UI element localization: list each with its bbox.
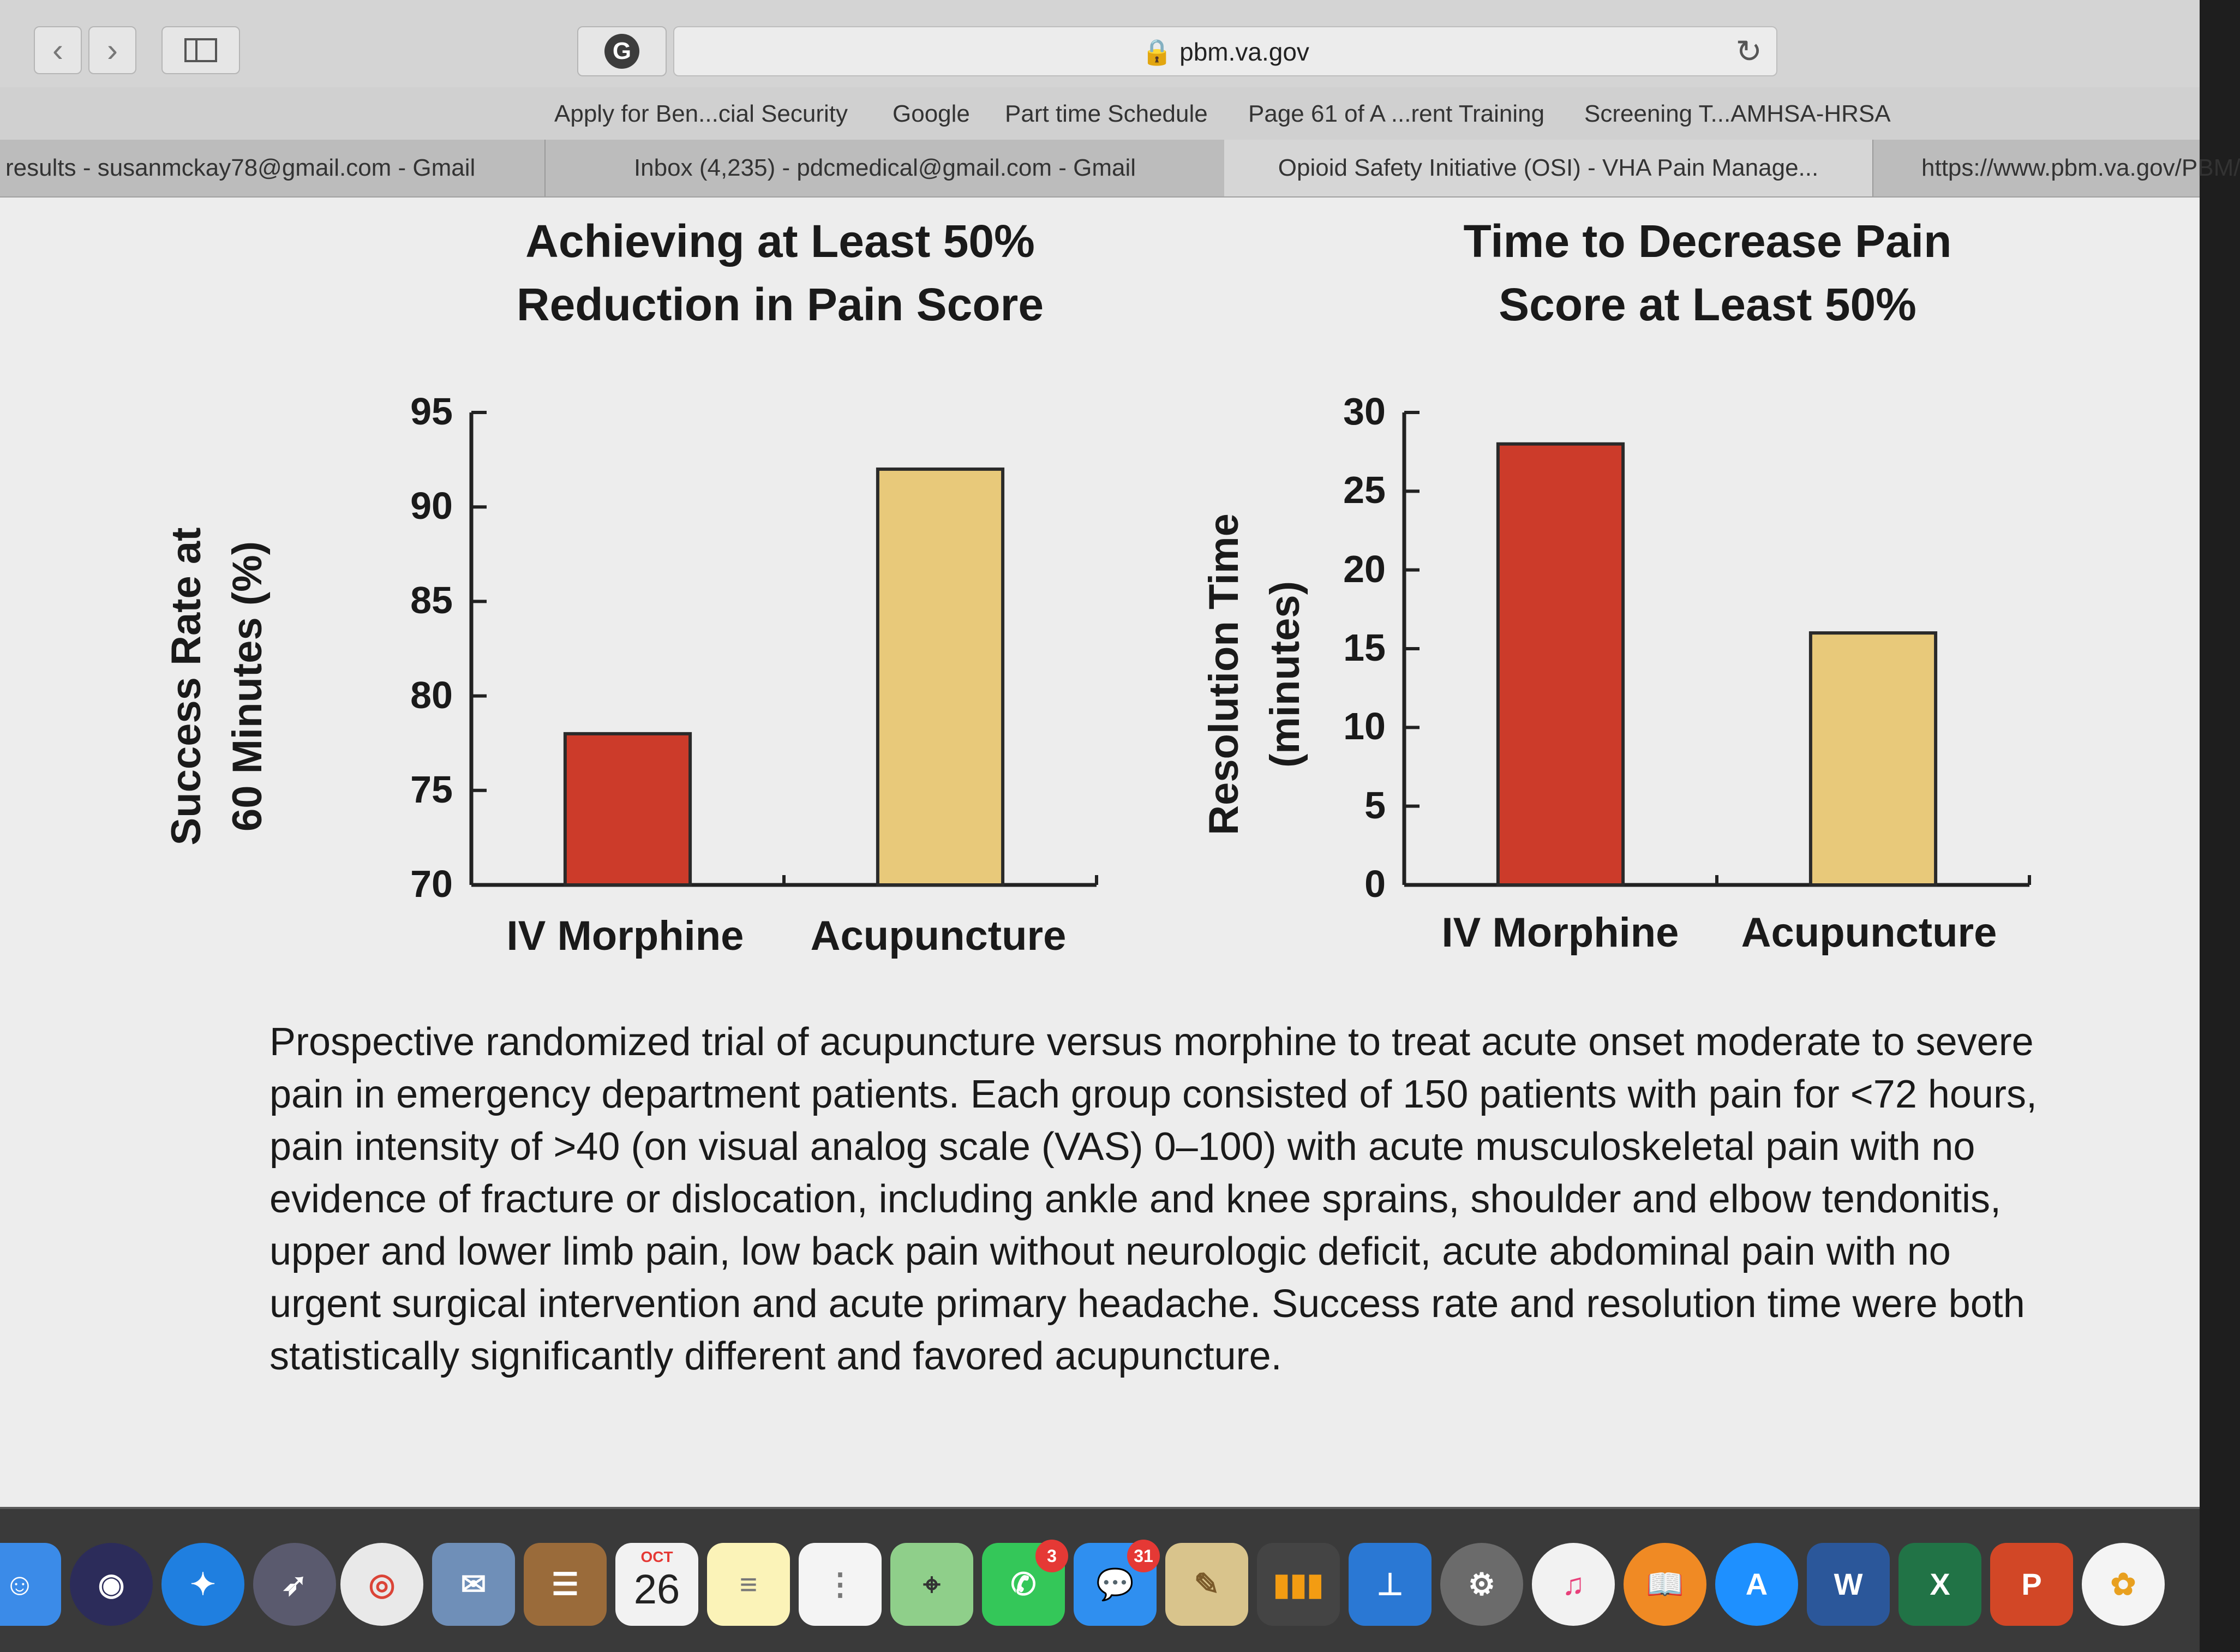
chart2-plot [1397,405,2040,907]
chart2-ylabel-line: (minutes) [1262,581,1308,768]
safari-icon[interactable]: ✦ [161,1543,244,1626]
chart1-y-tick-label: 70 [410,863,453,905]
chart2-category-label: IV Morphine [1441,909,1679,956]
macos-dock [0,1507,2200,1652]
chart1-title-line: Reduction in Pain Score [516,279,1044,330]
facetime-icon[interactable]: ✆ 3 [982,1543,1065,1626]
powerpoint-icon[interactable]: P [1990,1543,2073,1626]
reminders-icon[interactable]: ⋮ [799,1543,882,1626]
chart2-bar-morphine [1498,444,1623,885]
page-content [0,197,2200,1507]
chart2-y-tick-label: 30 [1343,390,1386,433]
chart1-y-tick-label: 90 [410,484,453,528]
bookmark-item[interactable]: Part time Schedule [1005,100,1208,127]
tab-pbm[interactable]: https://www.pbm.va.gov/PBM/ [1921,154,2240,181]
chart1-y-tick-label: 85 [410,579,453,622]
address-bar[interactable] [673,26,1777,76]
system-preferences-icon[interactable]: ⚙ [1440,1543,1523,1626]
sidebar-toggle-icon[interactable] [161,26,240,74]
reload-icon[interactable]: ↻ [1735,34,1762,69]
siri-icon[interactable]: ◉ [70,1543,153,1626]
numbers-icon[interactable]: ▮▮▮ [1257,1543,1340,1626]
tab-gmail-results[interactable]: results - susanmckay78@gmail.com - Gmail [0,140,546,196]
tab-bar [0,140,2240,197]
chart2-y-tick-label: 5 [1364,783,1386,827]
chrome-icon[interactable]: ◎ [340,1543,423,1626]
chart1-bar-morphine [565,734,690,885]
chart1-title [436,210,1124,336]
messages-icon[interactable]: 💬 31 [1074,1543,1157,1626]
chart1-y-axis-label [156,512,278,861]
books-icon[interactable]: 📖 [1624,1543,1706,1626]
chart1-title-line: Achieving at Least 50% [525,216,1035,267]
chart2-category-label: Acupuncture [1741,909,1997,956]
launchpad-icon[interactable]: ➶ [253,1543,336,1626]
tab-gmail-inbox[interactable]: Inbox (4,235) - pdcmedical@gmail.com - Gmail [546,140,1225,196]
chart2-ylabel-line: Resolution Time [1201,513,1247,835]
back-button[interactable]: ‹ [34,26,82,74]
bookmark-item[interactable]: Screening T...AMHSA-HRSA [1584,100,1891,127]
finder-icon[interactable]: ☺ [0,1543,61,1626]
chart2-y-tick-label: 10 [1343,705,1386,748]
chart2-title [1380,210,2035,336]
url-text: 🔒 pbm.va.gov [1141,38,1309,66]
photos-icon[interactable]: ✿ [2082,1543,2165,1626]
chart1-y-tick-label: 80 [410,673,453,716]
notes-icon[interactable]: ≡ [707,1543,790,1626]
calendar-day: 26 [633,1566,680,1613]
chart1-category-label: IV Morphine [506,913,744,959]
maps-icon[interactable]: ⌖ [890,1543,973,1626]
bookmark-item[interactable]: Google [893,100,970,127]
mail-icon[interactable]: ✉ [432,1543,515,1626]
chart1-ylabel-line: 60 Minutes (%) [224,541,271,832]
figure-caption: Prospective randomized trial of acupuncture versus morphine to treat acute onset moderate to severe pain in emergency department patients. Each group consisted of 150 patients with pain for <72 hours, pain intensity of >40 (on visual analog scale (VAS) 0–100) with acute musculoskeletal pain with no evidence of fracture or dislocation, including ankle and knee sprains, shoulder and elbow tendonitis, upper and lower limb pain, low back pain without neurologic deficit, acute abdominal pain with no urgent surgical intervention and acute primary headache. Success rate and resolution time were both statistically significantly different and favored acupuncture. [269,1020,2037,1378]
bookmark-item[interactable]: Apply for Ben...cial Security [554,100,848,127]
chart1-category-label: Acupuncture [810,913,1067,959]
forward-button[interactable]: › [88,26,136,74]
word-icon[interactable]: W [1807,1543,1890,1626]
grammarly-extension-button[interactable] [577,26,667,76]
keynote-icon[interactable]: ⊥ [1349,1543,1432,1626]
chart1-y-tick-label: 95 [410,390,453,433]
browser-toolbar [0,0,2200,88]
bookmarks-bar [0,87,2200,141]
chart2-y-axis-label [1194,483,1316,865]
bookmark-item[interactable]: Page 61 of A ...rent Training [1248,100,1545,127]
app-store-icon[interactable]: A [1715,1543,1798,1626]
lock-icon: 🔒 [1141,38,1173,66]
grammarly-icon: G [604,34,639,69]
calendar-month: OCT [640,1548,673,1565]
chart2-bar-acupuncture [1811,633,1936,885]
chart2-y-tick-label: 25 [1343,469,1386,512]
chart2-y-tick-label: 15 [1343,626,1386,669]
chart1-y-tick-label: 75 [410,768,453,811]
contacts-icon[interactable]: ☰ [524,1543,607,1626]
chart2-title-line: Time to Decrease Pain [1463,216,1952,267]
chart1-ylabel-line: Success Rate at [163,527,209,846]
chart2-y-tick-label: 0 [1364,863,1386,905]
itunes-icon[interactable]: ♫ [1532,1543,1615,1626]
messages-badge: 31 [1127,1540,1160,1572]
tab-opioid-safety[interactable]: Opioid Safety Initiative (OSI) - VHA Pain Manage... [1224,140,1873,196]
calendar-icon[interactable] [615,1543,698,1626]
chart2-title-line: Score at Least 50% [1499,279,1916,330]
chart2-y-tick-label: 20 [1343,547,1386,590]
excel-icon[interactable]: X [1898,1543,1981,1626]
pages-icon[interactable]: ✎ [1165,1543,1248,1626]
chart1-plot [464,405,1107,907]
facetime-badge: 3 [1035,1540,1068,1572]
chart1-bar-acupuncture [878,469,1003,885]
